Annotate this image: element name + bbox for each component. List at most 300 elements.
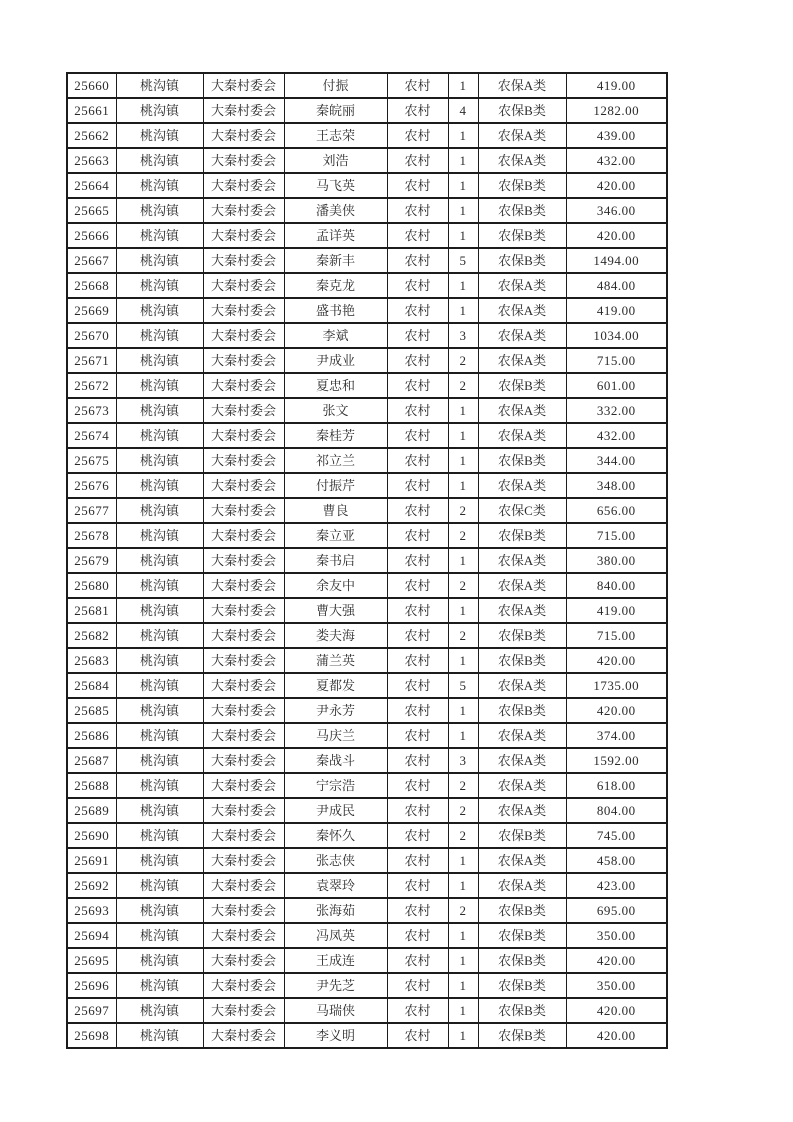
cell-person-name: 秦立亚 [284, 523, 387, 548]
cell-amount: 344.00 [566, 448, 667, 473]
cell-person-name: 张海茹 [284, 898, 387, 923]
cell-town: 桃沟镇 [116, 373, 203, 398]
cell-record-id: 25681 [67, 598, 116, 623]
cell-person-name: 张文 [284, 398, 387, 423]
cell-person-name: 张志侠 [284, 848, 387, 873]
cell-count: 1 [448, 73, 478, 98]
cell-record-id: 25664 [67, 173, 116, 198]
cell-amount: 804.00 [566, 798, 667, 823]
cell-count: 1 [448, 998, 478, 1023]
cell-count: 2 [448, 498, 478, 523]
cell-residence: 农村 [387, 473, 448, 498]
cell-record-id: 25663 [67, 148, 116, 173]
cell-record-id: 25691 [67, 848, 116, 873]
cell-village: 大秦村委会 [203, 873, 284, 898]
cell-category: 农保A类 [478, 298, 566, 323]
table-row [67, 773, 667, 798]
cell-residence: 农村 [387, 573, 448, 598]
cell-village: 大秦村委会 [203, 448, 284, 473]
cell-person-name: 冯凤英 [284, 923, 387, 948]
cell-village: 大秦村委会 [203, 273, 284, 298]
table-row [67, 148, 667, 173]
cell-amount: 420.00 [566, 948, 667, 973]
cell-village: 大秦村委会 [203, 673, 284, 698]
cell-record-id: 25696 [67, 973, 116, 998]
cell-record-id: 25695 [67, 948, 116, 973]
cell-category: 农保B类 [478, 998, 566, 1023]
cell-town: 桃沟镇 [116, 998, 203, 1023]
cell-village: 大秦村委会 [203, 773, 284, 798]
cell-village: 大秦村委会 [203, 923, 284, 948]
cell-record-id: 25673 [67, 398, 116, 423]
table-row [67, 898, 667, 923]
cell-count: 1 [448, 723, 478, 748]
cell-person-name: 秦书启 [284, 548, 387, 573]
cell-count: 1 [448, 973, 478, 998]
cell-record-id: 25677 [67, 498, 116, 523]
table-row [67, 398, 667, 423]
cell-town: 桃沟镇 [116, 898, 203, 923]
cell-category: 农保B类 [478, 623, 566, 648]
cell-count: 1 [448, 698, 478, 723]
cell-village: 大秦村委会 [203, 648, 284, 673]
cell-residence: 农村 [387, 448, 448, 473]
table-row [67, 73, 667, 98]
cell-category: 农保A类 [478, 573, 566, 598]
cell-residence: 农村 [387, 248, 448, 273]
cell-category: 农保A类 [478, 73, 566, 98]
cell-record-id: 25689 [67, 798, 116, 823]
table-row [67, 923, 667, 948]
cell-village: 大秦村委会 [203, 248, 284, 273]
table-row [67, 873, 667, 898]
cell-count: 1 [448, 273, 478, 298]
cell-record-id: 25697 [67, 998, 116, 1023]
cell-count: 1 [448, 1023, 478, 1048]
cell-person-name: 祁立兰 [284, 448, 387, 473]
cell-town: 桃沟镇 [116, 948, 203, 973]
cell-village: 大秦村委会 [203, 698, 284, 723]
cell-village: 大秦村委会 [203, 98, 284, 123]
cell-person-name: 袁翠玲 [284, 873, 387, 898]
cell-person-name: 秦战斗 [284, 748, 387, 773]
cell-count: 3 [448, 748, 478, 773]
cell-category: 农保A类 [478, 773, 566, 798]
cell-residence: 农村 [387, 648, 448, 673]
cell-village: 大秦村委会 [203, 173, 284, 198]
cell-residence: 农村 [387, 398, 448, 423]
cell-count: 1 [448, 173, 478, 198]
cell-amount: 350.00 [566, 923, 667, 948]
cell-town: 桃沟镇 [116, 648, 203, 673]
table-row [67, 173, 667, 198]
cell-amount: 840.00 [566, 573, 667, 598]
table-row [67, 423, 667, 448]
cell-category: 农保B类 [478, 898, 566, 923]
cell-category: 农保B类 [478, 248, 566, 273]
cell-residence: 农村 [387, 673, 448, 698]
cell-amount: 484.00 [566, 273, 667, 298]
cell-record-id: 25679 [67, 548, 116, 573]
cell-town: 桃沟镇 [116, 398, 203, 423]
cell-count: 1 [448, 473, 478, 498]
cell-amount: 458.00 [566, 848, 667, 873]
cell-count: 1 [448, 948, 478, 973]
cell-record-id: 25692 [67, 873, 116, 898]
cell-amount: 715.00 [566, 623, 667, 648]
cell-village: 大秦村委会 [203, 373, 284, 398]
cell-village: 大秦村委会 [203, 498, 284, 523]
cell-amount: 350.00 [566, 973, 667, 998]
table-row [67, 823, 667, 848]
cell-residence: 农村 [387, 373, 448, 398]
cell-person-name: 秦怀久 [284, 823, 387, 848]
cell-village: 大秦村委会 [203, 598, 284, 623]
cell-record-id: 25669 [67, 298, 116, 323]
cell-village: 大秦村委会 [203, 848, 284, 873]
cell-amount: 346.00 [566, 198, 667, 223]
cell-village: 大秦村委会 [203, 123, 284, 148]
cell-amount: 332.00 [566, 398, 667, 423]
cell-amount: 432.00 [566, 423, 667, 448]
cell-town: 桃沟镇 [116, 448, 203, 473]
cell-record-id: 25665 [67, 198, 116, 223]
cell-count: 1 [448, 198, 478, 223]
cell-record-id: 25683 [67, 648, 116, 673]
cell-record-id: 25672 [67, 373, 116, 398]
cell-person-name: 付振 [284, 73, 387, 98]
table-row [67, 698, 667, 723]
cell-town: 桃沟镇 [116, 173, 203, 198]
cell-village: 大秦村委会 [203, 798, 284, 823]
cell-category: 农保A类 [478, 398, 566, 423]
cell-category: 农保A类 [478, 123, 566, 148]
cell-person-name: 宁宗浩 [284, 773, 387, 798]
cell-village: 大秦村委会 [203, 998, 284, 1023]
cell-residence: 农村 [387, 873, 448, 898]
cell-town: 桃沟镇 [116, 573, 203, 598]
cell-amount: 420.00 [566, 223, 667, 248]
cell-record-id: 25678 [67, 523, 116, 548]
cell-town: 桃沟镇 [116, 1023, 203, 1048]
cell-count: 1 [448, 548, 478, 573]
cell-category: 农保B类 [478, 948, 566, 973]
cell-person-name: 蒲兰英 [284, 648, 387, 673]
cell-amount: 601.00 [566, 373, 667, 398]
cell-person-name: 李斌 [284, 323, 387, 348]
cell-person-name: 尹成民 [284, 798, 387, 823]
cell-category: 农保A类 [478, 598, 566, 623]
cell-count: 2 [448, 898, 478, 923]
cell-town: 桃沟镇 [116, 473, 203, 498]
cell-town: 桃沟镇 [116, 673, 203, 698]
cell-town: 桃沟镇 [116, 423, 203, 448]
cell-amount: 715.00 [566, 523, 667, 548]
cell-category: 农保B类 [478, 823, 566, 848]
cell-residence: 农村 [387, 798, 448, 823]
cell-person-name: 娄夫海 [284, 623, 387, 648]
table-row [67, 973, 667, 998]
cell-count: 1 [448, 123, 478, 148]
cell-residence: 农村 [387, 423, 448, 448]
table-row [67, 723, 667, 748]
cell-village: 大秦村委会 [203, 73, 284, 98]
cell-town: 桃沟镇 [116, 98, 203, 123]
cell-village: 大秦村委会 [203, 198, 284, 223]
cell-category: 农保B类 [478, 223, 566, 248]
cell-amount: 419.00 [566, 298, 667, 323]
cell-record-id: 25661 [67, 98, 116, 123]
cell-village: 大秦村委会 [203, 723, 284, 748]
cell-record-id: 25671 [67, 348, 116, 373]
cell-residence: 农村 [387, 198, 448, 223]
cell-person-name: 尹永芳 [284, 698, 387, 723]
cell-town: 桃沟镇 [116, 198, 203, 223]
cell-village: 大秦村委会 [203, 1023, 284, 1048]
cell-category: 农保B类 [478, 648, 566, 673]
cell-amount: 348.00 [566, 473, 667, 498]
cell-count: 3 [448, 323, 478, 348]
cell-count: 4 [448, 98, 478, 123]
cell-category: 农保A类 [478, 548, 566, 573]
cell-category: 农保B类 [478, 448, 566, 473]
cell-category: 农保A类 [478, 798, 566, 823]
cell-count: 1 [448, 598, 478, 623]
cell-residence: 农村 [387, 898, 448, 923]
cell-town: 桃沟镇 [116, 773, 203, 798]
cell-category: 农保A类 [478, 348, 566, 373]
cell-category: 农保B类 [478, 198, 566, 223]
cell-amount: 419.00 [566, 73, 667, 98]
cell-record-id: 25688 [67, 773, 116, 798]
cell-person-name: 刘浩 [284, 148, 387, 173]
cell-residence: 农村 [387, 348, 448, 373]
cell-residence: 农村 [387, 323, 448, 348]
cell-residence: 农村 [387, 823, 448, 848]
cell-person-name: 王成连 [284, 948, 387, 973]
cell-category: 农保B类 [478, 523, 566, 548]
cell-residence: 农村 [387, 773, 448, 798]
cell-record-id: 25686 [67, 723, 116, 748]
cell-category: 农保A类 [478, 848, 566, 873]
cell-count: 1 [448, 923, 478, 948]
cell-town: 桃沟镇 [116, 823, 203, 848]
cell-amount: 374.00 [566, 723, 667, 748]
cell-town: 桃沟镇 [116, 223, 203, 248]
cell-residence: 农村 [387, 498, 448, 523]
cell-count: 2 [448, 798, 478, 823]
cell-category: 农保A类 [478, 723, 566, 748]
cell-village: 大秦村委会 [203, 973, 284, 998]
cell-category: 农保B类 [478, 973, 566, 998]
cell-category: 农保A类 [478, 748, 566, 773]
cell-village: 大秦村委会 [203, 323, 284, 348]
cell-amount: 745.00 [566, 823, 667, 848]
cell-town: 桃沟镇 [116, 848, 203, 873]
cell-person-name: 孟详英 [284, 223, 387, 248]
cell-residence: 农村 [387, 223, 448, 248]
table-row [67, 123, 667, 148]
cell-person-name: 秦克龙 [284, 273, 387, 298]
cell-person-name: 秦皖丽 [284, 98, 387, 123]
cell-village: 大秦村委会 [203, 548, 284, 573]
cell-count: 1 [448, 298, 478, 323]
cell-record-id: 25674 [67, 423, 116, 448]
table-row [67, 998, 667, 1023]
records-table [66, 72, 668, 1049]
cell-count: 2 [448, 773, 478, 798]
cell-person-name: 马瑞侠 [284, 998, 387, 1023]
cell-town: 桃沟镇 [116, 723, 203, 748]
cell-residence: 农村 [387, 173, 448, 198]
table-row [67, 523, 667, 548]
table-row [67, 748, 667, 773]
cell-amount: 419.00 [566, 598, 667, 623]
cell-town: 桃沟镇 [116, 523, 203, 548]
cell-category: 农保A类 [478, 873, 566, 898]
cell-village: 大秦村委会 [203, 473, 284, 498]
cell-residence: 农村 [387, 723, 448, 748]
cell-amount: 1282.00 [566, 98, 667, 123]
table-row [67, 348, 667, 373]
table-row [67, 623, 667, 648]
cell-town: 桃沟镇 [116, 973, 203, 998]
cell-count: 1 [448, 873, 478, 898]
cell-category: 农保A类 [478, 473, 566, 498]
cell-residence: 农村 [387, 923, 448, 948]
table-row [67, 98, 667, 123]
cell-residence: 农村 [387, 548, 448, 573]
cell-person-name: 李义明 [284, 1023, 387, 1048]
cell-count: 2 [448, 523, 478, 548]
cell-count: 2 [448, 623, 478, 648]
cell-person-name: 马庆兰 [284, 723, 387, 748]
cell-count: 1 [448, 223, 478, 248]
cell-amount: 423.00 [566, 873, 667, 898]
cell-amount: 420.00 [566, 648, 667, 673]
cell-category: 农保A类 [478, 323, 566, 348]
table-body [67, 73, 667, 1048]
cell-village: 大秦村委会 [203, 223, 284, 248]
cell-person-name: 马飞英 [284, 173, 387, 198]
cell-residence: 农村 [387, 1023, 448, 1048]
table-row [67, 323, 667, 348]
cell-amount: 439.00 [566, 123, 667, 148]
cell-village: 大秦村委会 [203, 623, 284, 648]
cell-person-name: 秦桂芳 [284, 423, 387, 448]
cell-village: 大秦村委会 [203, 398, 284, 423]
cell-count: 2 [448, 373, 478, 398]
cell-residence: 农村 [387, 148, 448, 173]
cell-town: 桃沟镇 [116, 73, 203, 98]
cell-town: 桃沟镇 [116, 348, 203, 373]
table-row [67, 273, 667, 298]
table-row [67, 498, 667, 523]
table-row [67, 448, 667, 473]
cell-amount: 715.00 [566, 348, 667, 373]
cell-town: 桃沟镇 [116, 873, 203, 898]
table-row [67, 373, 667, 398]
cell-count: 2 [448, 823, 478, 848]
cell-person-name: 潘美侠 [284, 198, 387, 223]
cell-amount: 420.00 [566, 1023, 667, 1048]
cell-person-name: 夏都发 [284, 673, 387, 698]
cell-count: 1 [448, 448, 478, 473]
cell-residence: 农村 [387, 948, 448, 973]
cell-record-id: 25687 [67, 748, 116, 773]
cell-person-name: 尹先芝 [284, 973, 387, 998]
cell-town: 桃沟镇 [116, 798, 203, 823]
cell-amount: 695.00 [566, 898, 667, 923]
cell-amount: 380.00 [566, 548, 667, 573]
cell-record-id: 25676 [67, 473, 116, 498]
cell-residence: 农村 [387, 848, 448, 873]
cell-category: 农保A类 [478, 673, 566, 698]
cell-category: 农保B类 [478, 173, 566, 198]
cell-person-name: 王志荣 [284, 123, 387, 148]
cell-town: 桃沟镇 [116, 698, 203, 723]
cell-residence: 农村 [387, 748, 448, 773]
cell-village: 大秦村委会 [203, 898, 284, 923]
cell-person-name: 尹成业 [284, 348, 387, 373]
cell-person-name: 余友中 [284, 573, 387, 598]
cell-residence: 农村 [387, 98, 448, 123]
cell-person-name: 付振芹 [284, 473, 387, 498]
cell-village: 大秦村委会 [203, 348, 284, 373]
cell-category: 农保B类 [478, 698, 566, 723]
cell-record-id: 25682 [67, 623, 116, 648]
cell-person-name: 秦新丰 [284, 248, 387, 273]
table-row [67, 948, 667, 973]
cell-town: 桃沟镇 [116, 148, 203, 173]
cell-town: 桃沟镇 [116, 298, 203, 323]
cell-amount: 1592.00 [566, 748, 667, 773]
cell-town: 桃沟镇 [116, 548, 203, 573]
cell-village: 大秦村委会 [203, 148, 284, 173]
cell-category: 农保B类 [478, 98, 566, 123]
cell-town: 桃沟镇 [116, 273, 203, 298]
cell-record-id: 25666 [67, 223, 116, 248]
cell-record-id: 25680 [67, 573, 116, 598]
cell-residence: 农村 [387, 698, 448, 723]
cell-village: 大秦村委会 [203, 423, 284, 448]
cell-residence: 农村 [387, 998, 448, 1023]
table-row [67, 473, 667, 498]
cell-amount: 1735.00 [566, 673, 667, 698]
cell-count: 1 [448, 398, 478, 423]
cell-category: 农保A类 [478, 273, 566, 298]
cell-amount: 1034.00 [566, 323, 667, 348]
cell-count: 5 [448, 248, 478, 273]
cell-amount: 656.00 [566, 498, 667, 523]
cell-person-name: 曹大强 [284, 598, 387, 623]
cell-village: 大秦村委会 [203, 573, 284, 598]
cell-category: 农保A类 [478, 148, 566, 173]
cell-category: 农保B类 [478, 1023, 566, 1048]
cell-village: 大秦村委会 [203, 823, 284, 848]
cell-category: 农保B类 [478, 373, 566, 398]
cell-count: 2 [448, 348, 478, 373]
cell-count: 1 [448, 848, 478, 873]
table-row [67, 248, 667, 273]
cell-town: 桃沟镇 [116, 623, 203, 648]
cell-amount: 420.00 [566, 698, 667, 723]
cell-village: 大秦村委会 [203, 523, 284, 548]
cell-count: 1 [448, 423, 478, 448]
cell-record-id: 25684 [67, 673, 116, 698]
cell-residence: 农村 [387, 973, 448, 998]
cell-town: 桃沟镇 [116, 598, 203, 623]
